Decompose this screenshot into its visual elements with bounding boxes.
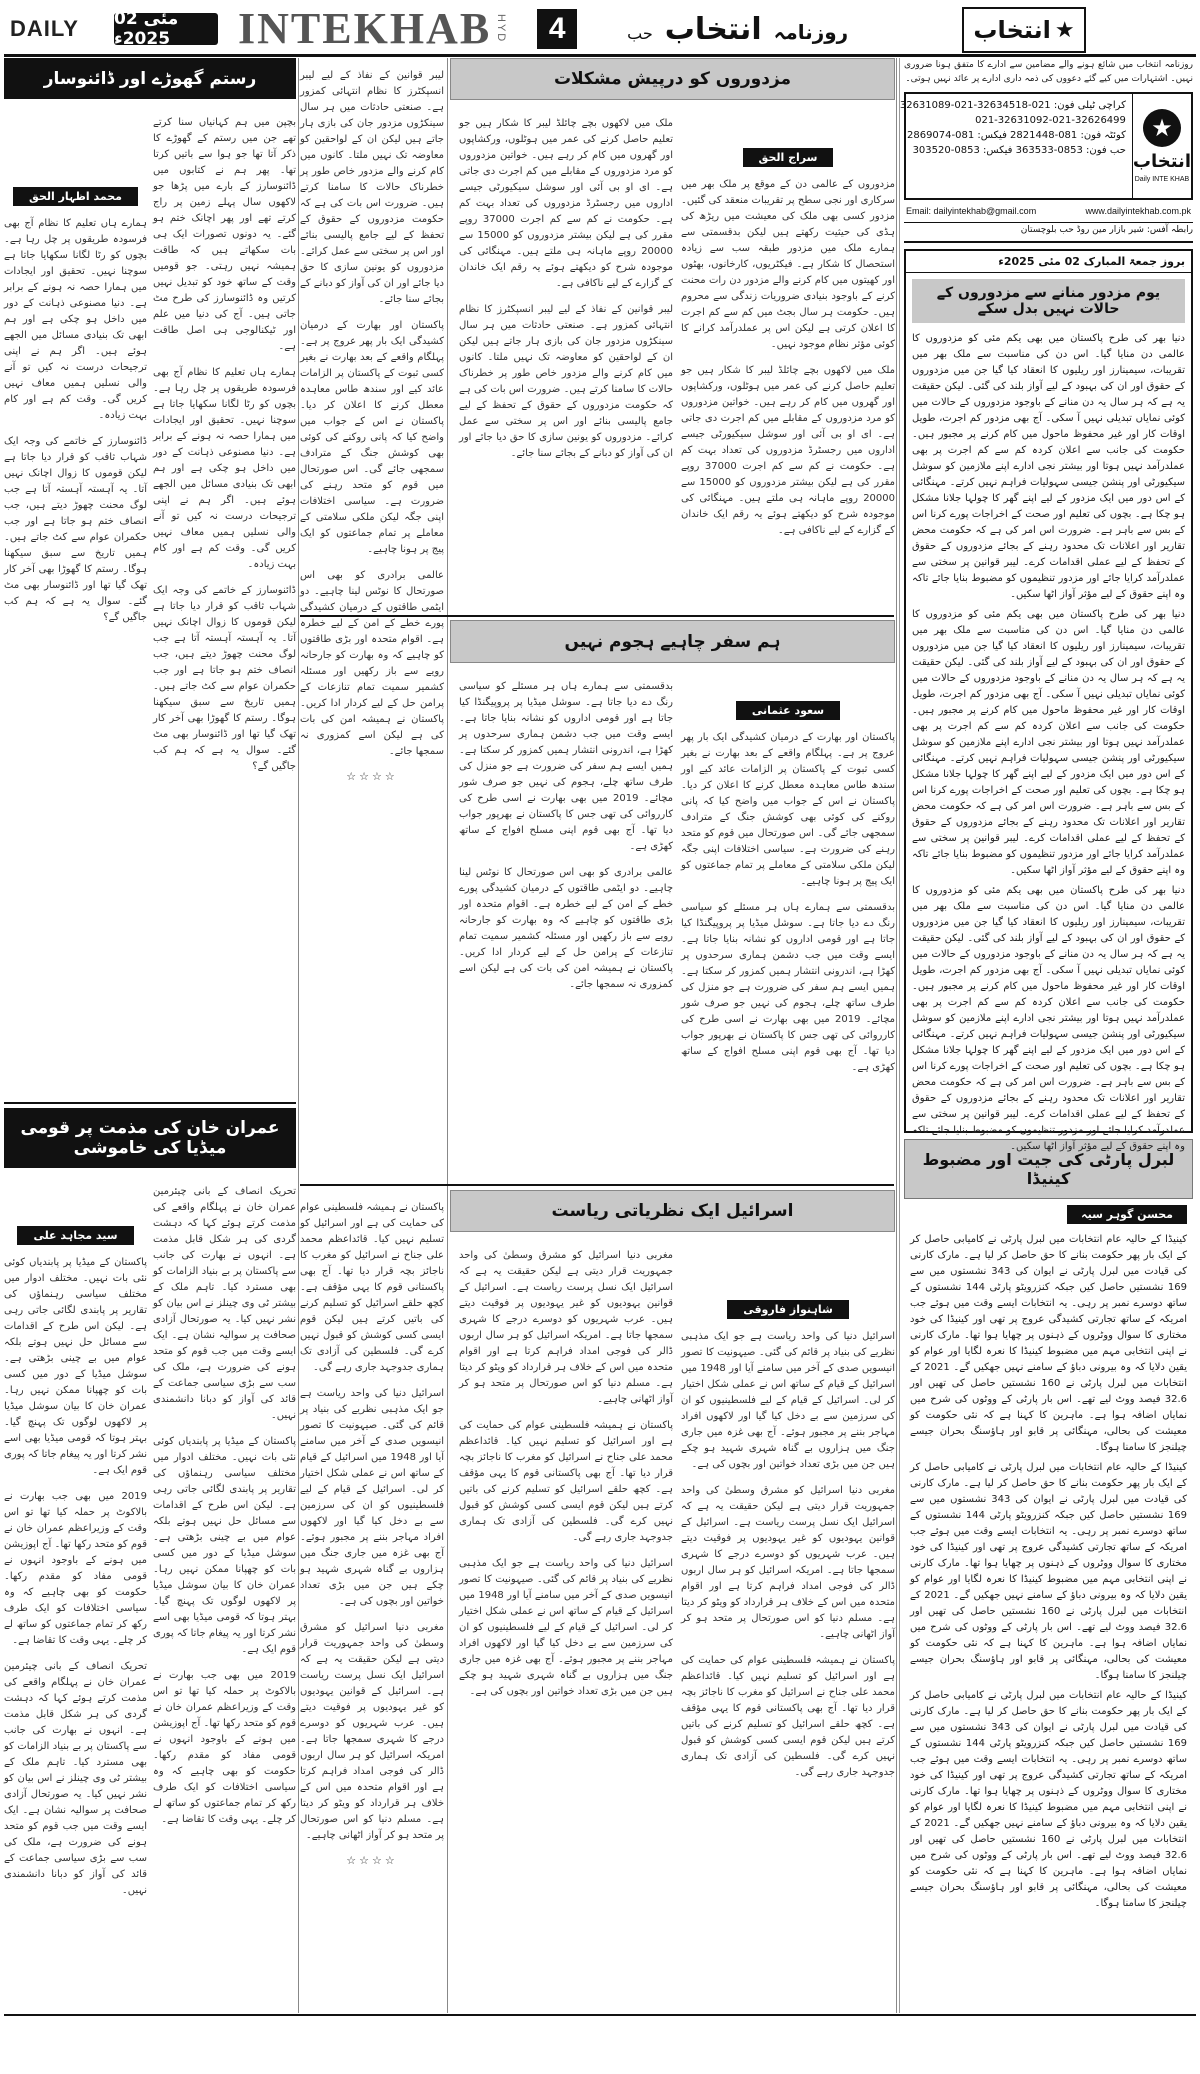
article-title: مزدوروں کو درپیش مشکلات	[450, 58, 895, 100]
article-body: کینیڈا کے حالیہ عام انتخابات میں لبرل پارٹی نے کامیابی حاصل کر کے ایک بار پھر حکومت بنانے کا حق حاصل کر لیا ہے۔ مارک کارنی کی قیادت میں لبرل پارٹی نے ایوان کی 343 نشستوں میں سے 169 نشستیں حاصل کیں جبکہ کنزرویٹو پارٹی 144 نشستوں کے ساتھ دوسرے نمبر پر رہی۔ یہ انتخابات ایسے وقت میں ہوئے جب امریکہ کے ساتھ تجارتی کشیدگی عروج پر تھی اور کینیڈا کی خود مختاری کا سوال ووٹروں کے ذہنوں پر چھایا ہوا تھا۔ مارک کارنی نے اپنی انتخابی مہم میں مضبوط کینیڈا کا نعرہ لگایا اور عوام کو یقین دلایا کہ وہ بیرونی دباؤ کے سامنے نہیں جھکیں گے۔ 2021 کے انتخابات میں لبرل پارٹی نے 160 نشستیں حاصل کی تھیں اور 32.6 فیصد ووٹ لیے تھے۔ اس بار پارٹی کے ووٹوں کی شرح میں نمایاں اضافہ ہوا ہے۔ ماہرین کا کہنا ہے کہ نئی حکومت کو معیشت کی بحالی، مہنگائی پر قابو اور ہاؤسنگ بحران جیسے چیلنجز کا سامنا ہوگا۔	[910, 1690, 1187, 1909]
article-body: لیبر قوانین کے نفاذ کے لیے لیبر انسپکٹرز کا نظام انتہائی کمزور ہے۔ صنعتی حادثات میں ہر سال سینکڑوں مزدور جان کی بازی ہار جاتے ہیں لیکن ان کے لواحقین کو معاوضہ تک نہیں ملتا۔ کانوں میں کام کرنے والے مزدور خاص طور پر خطرناک حالات کا سامنا کرتے ہیں۔ ضرورت اس بات کی ہے کہ حکومت مزدوروں کے حقوق کے تحفظ کے لیے جامع پالیسی بنائے اور اس پر سختی سے عمل کرائے۔ مزدوروں کو یونین سازی کا حق دیا جائے اور ان کی آواز کو دبانے کے بجائے سنا جائے۔	[459, 304, 673, 459]
office-address: رابطہ آفس: شیر بازار مین روڈ حب بلوچستان	[904, 225, 1193, 243]
article-body: لیبر قوانین کے نفاذ کے لیے لیبر انسپکٹرز کا نظام انتہائی کمزور ہے۔ صنعتی حادثات میں ہر سال سینکڑوں مزدور جان کی بازی ہار جاتے ہیں لیکن ان کے لواحقین کو معاوضہ تک نہیں ملتا۔ کانوں میں کام کرنے والے مزدور خاص طور پر خطرناک حالات کا سامنا کرتے ہیں۔ ضرورت اس بات کی ہے کہ حکومت مزدوروں کے حقوق کے تحفظ کے لیے جامع پالیسی بنائے اور اس پر سختی سے عمل کرائے۔ مزدوروں کو یونین سازی کا حق دیا جائے اور ان کی آواز کو دبانے کے بجائے سنا جائے۔	[300, 70, 444, 305]
article-body: پاکستان اور بھارت کے درمیان کشیدگی ایک بار پھر عروج پر ہے۔ پہلگام واقعے کے بعد بھارت نے بغیر کسی ثبوت کے پاکستان پر الزامات عائد کیے اور سندھ طاس معاہدہ معطل کرنے کا اعلان کر دیا۔ پاکستان نے اس کے جواب میں واضح کیا کہ پانی روکنے کی کوئی بھی کوشش جنگ کے مترادف سمجھی جائے گی۔ اس صورتحال میں قوم کو متحد رہنے کی ضرورت ہے۔ سیاسی اختلافات اپنی جگہ لیکن ملکی سلامتی کے معاملے پر تمام جماعتوں کو ایک پیج پر ہونا چاہیے۔	[300, 320, 444, 555]
article-author: محمد اظہار الحق	[13, 187, 138, 206]
editorial-body: دنیا بھر کی طرح پاکستان میں بھی یکم مئی کو مزدوروں کا عالمی دن منایا گیا۔ اس دن کی مناسبت سے ملک بھر میں تقریبات، سیمینارز اور ریلیوں کا انعقاد کیا گیا جن میں مزدوروں کے حقوق اور ان کی بہبود کے لیے آواز بلند کی گئی۔ لیکن حقیقت یہ ہے کہ ہر سال یہ دن منانے کے باوجود مزدوروں کے حالات میں کوئی نمایاں تبدیلی نہیں آ سکی۔ آج بھی مزدور کم اجرت، طویل اوقات کار اور غیر محفوظ ماحول میں کام کرنے پر مجبور ہیں۔ حکومت کی جانب سے اعلان کردہ کم سے کم اجرت پر بھی عملدرآمد نہیں ہوتا اور بیشتر نجی ادارے اپنے ملازمین کو سوشل سیکیورٹی اور پنشن جیسی سہولیات فراہم نہیں کرتے۔ مہنگائی کے اس دور میں ایک مزدور کے لیے اپنے گھر کا چولہا جلانا مشکل ہو چکا ہے۔ بچوں کی تعلیم اور صحت کے اخراجات پورے کرنا اس کے بس سے باہر ہے۔ ضرورت اس امر کی ہے کہ حکومت محض تقاریر اور اعلانات تک محدود رہنے کے بجائے مزدوروں کے حقوق کے تحفظ کے لیے عملی اقدامات کرے۔ لیبر قوانین پر سختی سے عملدرآمد کرایا جائے اور مزدور تنظیموں کو مضبوط بنایا جائے تاکہ وہ اپنے حقوق کے لیے مؤثر آواز اٹھا سکیں۔	[912, 333, 1185, 600]
article-body: پاکستان کے میڈیا پر پابندیاں کوئی نئی بات نہیں۔ مختلف ادوار میں مختلف سیاسی رہنماؤں کی تقاریر پر پابندی لگائی جاتی رہی ہے۔ لیکن اس طرح کے اقدامات سے مسائل حل نہیں ہوتے بلکہ عوام میں بے چینی بڑھتی ہے۔ سوشل میڈیا کے دور میں کسی بات کو چھپانا ممکن نہیں رہا۔ عمران خان کا بیان سوشل میڈیا پر لاکھوں لوگوں تک پہنچ گیا۔ بہتر ہوتا کہ قومی میڈیا بھی اسے نشر کرتا اور یہ پیغام جاتا کہ پوری قوم ایک ہے۔	[153, 1436, 296, 1655]
article-body: اسرائیل دنیا کی واحد ریاست ہے جو ایک مذہبی نظریے کی بنیاد پر قائم کی گئی۔ صیہونیت کا تصور انیسویں صدی کے آخر میں سامنے آیا اور 1948 میں اسرائیل کے قیام کے ساتھ اس نے عملی شکل اختیار کر لی۔ اسرائیل کے قیام کے لیے فلسطینیوں کو ان کی سرزمین سے بے دخل کیا گیا اور لاکھوں افراد مہاجر بننے پر مجبور ہوئے۔ آج بھی غزہ میں جاری جنگ میں ہزاروں بے گناہ شہری شہید ہو چکے ہیں جن میں بڑی تعداد خواتین اور بچوں کی ہے۔	[459, 1558, 673, 1697]
article-body: ڈائنوسارز کے خاتمے کی وجہ ایک شہاب ثاقب کو قرار دیا جاتا ہے لیکن قوموں کا زوال اچانک نہیں آتا۔ یہ آہستہ آہستہ آتا ہے جب لوگ محنت چھوڑ دیتے ہیں، جب انصاف ختم ہو جاتا ہے اور جب حکمران عوام سے کٹ جاتے ہیں۔ ہمیں تاریخ سے سبق سیکھنا ہوگا۔ رستم کا گھوڑا بھی آخر کار تھک گیا تھا اور ڈائنوسار بھی مٹ گئے۔ سوال یہ ہے کہ ہم کب جاگیں گے؟	[4, 436, 147, 623]
sidebar-notice: روزنامہ انتخاب میں شائع ہونے والے مضامین سے ادارے کا متفق ہونا ضروری نہیں۔ اشتہارات میں کیے گئے دعووں کی ذمہ داری ادارے پر عائد نہیں ہوتی۔	[904, 60, 1193, 84]
continuation-column	[300, 1190, 444, 2010]
article-body: مغربی دنیا اسرائیل کو مشرق وسطیٰ کی واحد جمہوریت قرار دیتی ہے لیکن حقیقت یہ ہے کہ اسرائیل ایک نسل پرست ریاست ہے۔ اسرائیل کے قوانین یہودیوں کو غیر یہودیوں پر فوقیت دیتے ہیں۔ عرب شہریوں کو دوسرے درجے کا شہری سمجھا جاتا ہے۔ امریکہ اسرائیل کو ہر سال اربوں ڈالر کی فوجی امداد فراہم کرتا ہے اور اقوام متحدہ میں اس کے خلاف ہر قرارداد کو ویٹو کر دیتا ہے۔ مسلم دنیا کو اس صورتحال پر متحد ہو کر آواز اٹھانی چاہیے۔	[300, 1622, 444, 1841]
article-author: شاہنواز فاروقی	[727, 1300, 849, 1319]
article-labour	[450, 58, 895, 613]
article-title: اسرائیل ایک نظریاتی ریاست	[450, 1190, 895, 1232]
masthead-daily-label: DAILY	[10, 16, 79, 41]
sidebar-logo	[1132, 94, 1191, 198]
article-liberal-party	[904, 1139, 1193, 2074]
article-body: مغربی دنیا اسرائیل کو مشرق وسطیٰ کی واحد جمہوریت قرار دیتی ہے لیکن حقیقت یہ ہے کہ اسرائیل ایک نسل پرست ریاست ہے۔ اسرائیل کے قوانین یہودیوں کو غیر یہودیوں پر فوقیت دیتے ہیں۔ عرب شہریوں کو دوسرے درجے کا شہری سمجھا جاتا ہے۔ امریکہ اسرائیل کو ہر سال اربوں ڈالر کی فوجی امداد فراہم کرتا ہے اور اقوام متحدہ میں اس کے خلاف ہر قرارداد کو ویٹو کر دیتا ہے۔ مسلم دنیا کو اس صورتحال پر متحد ہو کر آواز اٹھانی چاہیے۔	[681, 1485, 895, 1640]
article-author: محسن گوہر سیہ	[1067, 1205, 1187, 1224]
article-body: 2019 میں بھی جب بھارت نے بالاکوٹ پر حملہ کیا تھا تو اس وقت کے وزیراعظم عمران خان نے قوم کو متحد رکھا تھا۔ آج اپوزیشن میں ہونے کے باوجود انہوں نے قومی مفاد کو مقدم رکھا۔ حکومت کو بھی چاہیے کہ وہ سیاسی اختلافات کو ایک طرف رکھ کر تمام جماعتوں کو ساتھ لے کر چلے۔ یہی وقت کا تقاضا ہے۔	[4, 1491, 147, 1646]
article-body: ملک میں لاکھوں بچے چائلڈ لیبر کا شکار ہیں جو تعلیم حاصل کرنے کی عمر میں ہوٹلوں، ورکشاپوں اور گھروں میں کام کر رہے ہیں۔ خواتین مزدوروں کو مرد مزدوروں کے مقابلے میں کم اجرت دی جاتی ہے۔ ای او بی آئی اور سوشل سیکیورٹی جیسے اداروں میں رجسٹرڈ مزدوروں کی تعداد بہت کم ہے۔ حکومت نے کم سے کم اجرت 37000 روپے مقرر کی ہے لیکن بیشتر مزدوروں کو 15000 سے 20000 روپے ماہانہ ہی ملتے ہیں۔ مہنگائی کی موجودہ شرح کو دیکھتے ہوئے یہ رقم ایک خاندان کے گزارے کے لیے ناکافی ہے۔	[459, 118, 673, 289]
article-body: مغربی دنیا اسرائیل کو مشرق وسطیٰ کی واحد جمہوریت قرار دیتی ہے لیکن حقیقت یہ ہے کہ اسرائیل ایک نسل پرست ریاست ہے۔ اسرائیل کے قوانین یہودیوں کو غیر یہودیوں پر فوقیت دیتے ہیں۔ عرب شہریوں کو دوسرے درجے کا شہری سمجھا جاتا ہے۔ امریکہ اسرائیل کو ہر سال اربوں ڈالر کی فوجی امداد فراہم کرتا ہے اور اقوام متحدہ میں اس کے خلاف ہر قرارداد کو ویٹو کر دیتا ہے۔ مسلم دنیا کو اس صورتحال پر متحد ہو کر آواز اٹھانی چاہیے۔	[459, 1250, 673, 1405]
section-rule	[300, 1184, 894, 1186]
column-rule	[298, 58, 299, 2013]
star-icon: ★	[1054, 17, 1075, 43]
editorial-body: دنیا بھر کی طرح پاکستان میں بھی یکم مئی کو مزدوروں کا عالمی دن منایا گیا۔ اس دن کی مناسبت سے ملک بھر میں تقریبات، سیمینارز اور ریلیوں کا انعقاد کیا گیا جن میں مزدوروں کے حقوق اور ان کی بہبود کے لیے آواز بلند کی گئی۔ لیکن حقیقت یہ ہے کہ ہر سال یہ دن منانے کے باوجود مزدوروں کے حالات میں کوئی نمایاں تبدیلی نہیں آ سکی۔ آج بھی مزدور کم اجرت، طویل اوقات کار اور غیر محفوظ ماحول میں کام کرنے پر مجبور ہیں۔ حکومت کی جانب سے اعلان کردہ کم سے کم اجرت پر بھی عملدرآمد نہیں ہوتا اور بیشتر نجی ادارے اپنے ملازمین کو سوشل سیکیورٹی اور پنشن جیسی سہولیات فراہم نہیں کرتے۔ مہنگائی کے اس دور میں ایک مزدور کے لیے اپنے گھر کا چولہا جلانا مشکل ہو چکا ہے۔ بچوں کی تعلیم اور صحت کے اخراجات پورے کرنا اس کے بس سے باہر ہے۔ ضرورت اس امر کی ہے کہ حکومت محض تقاریر اور اعلانات تک محدود رہنے کے بجائے مزدوروں کے حقوق کے تحفظ کے لیے عملی اقدامات کرے۔ لیبر قوانین پر سختی سے عملدرآمد کرایا جائے اور مزدور تنظیموں کو مضبوط بنایا جائے تاکہ وہ اپنے حقوق کے لیے مؤثر آواز اٹھا سکیں۔	[912, 609, 1185, 876]
column-rule	[896, 58, 897, 2013]
editorial	[904, 249, 1193, 1152]
article-hamsafar	[450, 620, 895, 1180]
article-body: ملک میں لاکھوں بچے چائلڈ لیبر کا شکار ہیں جو تعلیم حاصل کرنے کی عمر میں ہوٹلوں، ورکشاپوں اور گھروں میں کام کر رہے ہیں۔ خواتین مزدوروں کو مرد مزدوروں کے مقابلے میں کم اجرت دی جاتی ہے۔ ای او بی آئی اور سوشل سیکیورٹی جیسے اداروں میں رجسٹرڈ مزدوروں کی تعداد بہت کم ہے۔ حکومت نے کم سے کم اجرت 37000 روپے مقرر کی ہے لیکن بیشتر مزدوروں کو 15000 سے 20000 روپے ماہانہ ہی ملتے ہیں۔ مہنگائی کی موجودہ شرح کو دیکھتے ہوئے یہ رقم ایک خاندان کے گزارے کے لیے ناکافی ہے۔	[681, 365, 895, 536]
masthead-roznama: روزنامہ	[773, 19, 849, 44]
sidebar-logo-daily: Daily INTE KHAB	[1134, 176, 1190, 183]
article-body: کینیڈا کے حالیہ عام انتخابات میں لبرل پارٹی نے کامیابی حاصل کر کے ایک بار پھر حکومت بنانے کا حق حاصل کر لیا ہے۔ مارک کارنی کی قیادت میں لبرل پارٹی نے ایوان کی 343 نشستوں میں سے 169 نشستیں حاصل کیں جبکہ کنزرویٹو پارٹی 144 نشستوں کے ساتھ دوسرے نمبر پر رہی۔ یہ انتخابات ایسے وقت میں ہوئے جب امریکہ کے ساتھ تجارتی کشیدگی عروج پر تھی اور کینیڈا کی خود مختاری کا سوال ووٹروں کے ذہنوں پر چھایا ہوا تھا۔ مارک کارنی نے اپنی انتخابی مہم میں مضبوط کینیڈا کا نعرہ لگایا اور عوام کو یقین دلایا کہ وہ بیرونی دباؤ کے سامنے نہیں جھکیں گے۔ 2021 کے انتخابات میں لبرل پارٹی نے 160 نشستیں حاصل کی تھیں اور 32.6 فیصد ووٹ لیے تھے۔ اس بار پارٹی کے ووٹوں کی شرح میں نمایاں اضافہ ہوا ہے۔ ماہرین کا کہنا ہے کہ نئی حکومت کو معیشت کی بحالی، مہنگائی پر قابو اور ہاؤسنگ بحران جیسے چیلنجز کا سامنا ہوگا۔	[910, 1234, 1187, 1453]
stars-divider: ☆☆☆☆	[346, 770, 398, 783]
masthead-urdu-city: حب	[627, 23, 653, 43]
article-body: عالمی برادری کو بھی اس صورتحال کا نوٹس لینا چاہیے۔ دو ایٹمی طاقتوں کے درمیان کشیدگی پورے خطے کے امن کے لیے خطرہ ہے۔ اقوام متحدہ اور بڑی طاقتوں کو چاہیے کہ وہ بھارت کو جارحانہ رویے سے باز رکھیں اور مسئلہ کشمیر سمیت تمام تنازعات کے پرامن حل کے لیے کردار ادا کریں۔ پاکستان نے ہمیشہ امن کی بات کی ہے لیکن اسے کمزوری نہ سمجھا جائے۔	[300, 570, 444, 757]
continuation-column	[300, 58, 444, 1182]
article-imran-khan	[4, 1108, 296, 2010]
page-bottom-rule	[4, 2014, 1196, 2016]
column-rule	[447, 58, 448, 2013]
masthead	[4, 4, 1196, 57]
article-body: مزدوروں کے عالمی دن کے موقع پر ملک بھر میں سرکاری اور نجی سطح پر تقریبات منعقد کی گئیں۔ مزدور کسی بھی ملک کی معیشت میں ریڑھ کی ہڈی کی حیثیت رکھتے ہیں لیکن بدقسمتی سے ہمارے ملک میں مزدور طبقہ سب سے زیادہ استحصال کا شکار ہے۔ فیکٹریوں، کارخانوں، بھٹوں اور کھیتوں میں کام کرنے والے مزدور دن رات محنت کرنے کے باوجود بنیادی ضروریات زندگی سے محروم ہیں۔ حکومت ہر سال بجٹ میں کم سے کم اجرت کا اعلان کرتی ہے لیکن اس پر عملدرآمد کرانے کا کوئی مؤثر نظام موجود نہیں۔	[681, 179, 895, 350]
contact-list	[894, 94, 1132, 198]
stars-divider: ☆☆☆☆	[346, 1854, 398, 1867]
article-author: سید مجاہد علی	[17, 1226, 133, 1245]
contact-line: 021-32631092-021-32626499	[975, 115, 1126, 126]
article-body: پاکستان کے میڈیا پر پابندیاں کوئی نئی بات نہیں۔ مختلف ادوار میں مختلف سیاسی رہنماؤں کی تقاریر پر پابندی لگائی جاتی رہی ہے۔ لیکن اس طرح کے اقدامات سے مسائل حل نہیں ہوتے بلکہ عوام میں بے چینی بڑھتی ہے۔ سوشل میڈیا کے دور میں کسی بات کو چھپانا ممکن نہیں رہا۔ عمران خان کا بیان سوشل میڈیا پر لاکھوں لوگوں تک پہنچ گیا۔ بہتر ہوتا کہ قومی میڈیا بھی اسے نشر کرتا اور یہ پیغام جاتا کہ پوری قوم ایک ہے۔	[4, 1257, 147, 1476]
contact-line: کراچی ٹیلی فون: 021-32634518-021-32631089	[899, 100, 1126, 111]
editorial-title: یوم مزدور منانے سے مزدوروں کے حالات نہیں بدل سکے	[912, 279, 1185, 323]
masthead-brand: INTEKHAB	[238, 4, 492, 53]
article-body: اسرائیل دنیا کی واحد ریاست ہے جو ایک مذہبی نظریے کی بنیاد پر قائم کی گئی۔ صیہونیت کا تصور انیسویں صدی کے آخر میں سامنے آیا اور 1948 میں اسرائیل کے قیام کے ساتھ اس نے عملی شکل اختیار کر لی۔ اسرائیل کے قیام کے لیے فلسطینیوں کو ان کی سرزمین سے بے دخل کیا گیا اور لاکھوں افراد مہاجر بننے پر مجبور ہوئے۔ آج بھی غزہ میں جاری جنگ میں ہزاروں بے گناہ شہری شہید ہو چکے ہیں جن میں بڑی تعداد خواتین اور بچوں کی ہے۔	[681, 1331, 895, 1470]
article-body: پاکستان نے ہمیشہ فلسطینی عوام کی حمایت کی ہے اور اسرائیل کو تسلیم نہیں کیا۔ قائداعظم محمد علی جناح نے اسرائیل کو مغرب کا ناجائز بچہ قرار دیا تھا۔ آج بھی پاکستانی قوم کا یہی مؤقف ہے۔ کچھ حلقے اسرائیل کو تسلیم کرنے کی باتیں کرتے ہیں لیکن قوم ایسی کسی کوشش کو قبول نہیں کرے گی۔ فلسطین کی آزادی تک ہماری جدوجہد جاری رہے گی۔	[459, 1420, 673, 1543]
article-body: تحریک انصاف کے بانی چیئرمین عمران خان نے پہلگام واقعے کی مذمت کرتے ہوئے کہا کہ دہشت گردی کی ہر شکل قابل مذمت ہے۔ انہوں نے بھارت کی جانب سے پاکستان پر بے بنیاد الزامات کو بھی مسترد کیا۔ تاہم ملک کے بیشتر ٹی وی چینلز نے اس بیان کو نشر نہیں کیا۔ یہ صورتحال آزادی صحافت پر سوالیہ نشان ہے۔ ایک ایسے وقت میں جب قوم کو متحد ہونے کی ضرورت ہے، ملک کی سب سے بڑی سیاسی جماعت کے قائد کی آواز کو دبانا دانشمندی نہیں۔	[4, 1661, 147, 1896]
contact-line: کوئٹہ فون: 081-2821448 فیکس: 081-2869074	[906, 130, 1126, 141]
article-body: بچپن میں ہم کہانیاں سنا کرتے تھے جن میں رستم کے گھوڑے کا ذکر آتا تھا جو ہوا سے باتیں کرتا تھا۔ پھر ہم نے کتابوں میں ڈائنوسارز کے بارے میں پڑھا جو لاکھوں سال پہلے زمین پر راج کرتے تھے اور پھر اچانک ختم ہو گئے۔ یہ دونوں تصورات ایک ہی بات سکھاتے ہیں کہ طاقت ہمیشہ نہیں رہتی۔ جو قومیں وقت کے ساتھ خود کو تبدیل نہیں کرتیں وہ ڈائنوسارز کی طرح مٹ جاتی ہیں۔ آج کی دنیا میں علم اور ٹیکنالوجی ہی اصل طاقت ہے۔	[153, 117, 296, 352]
masthead-logo	[962, 7, 1086, 53]
masthead-date: 02 مئی 2025ء	[114, 13, 218, 45]
article-rustam	[4, 58, 296, 1098]
article-author: سراج الحق	[743, 148, 834, 167]
contact-box	[899, 92, 1193, 200]
article-body: کینیڈا کے حالیہ عام انتخابات میں لبرل پارٹی نے کامیابی حاصل کر کے ایک بار پھر حکومت بنانے کا حق حاصل کر لیا ہے۔ مارک کارنی کی قیادت میں لبرل پارٹی نے ایوان کی 343 نشستوں میں سے 169 نشستیں حاصل کیں جبکہ کنزرویٹو پارٹی 144 نشستوں کے ساتھ دوسرے نمبر پر رہی۔ یہ انتخابات ایسے وقت میں ہوئے جب امریکہ کے ساتھ تجارتی کشیدگی عروج پر تھی اور کینیڈا کی خود مختاری کا سوال ووٹروں کے ذہنوں پر چھایا ہوا تھا۔ مارک کارنی نے اپنی انتخابی مہم میں مضبوط کینیڈا کا نعرہ لگایا اور عوام کو یقین دلایا کہ وہ بیرونی دباؤ کے سامنے نہیں جھکیں گے۔ 2021 کے انتخابات میں لبرل پارٹی نے 160 نشستیں حاصل کی تھیں اور 32.6 فیصد ووٹ لیے تھے۔ اس بار پارٹی کے ووٹوں کی شرح میں نمایاں اضافہ ہوا ہے۔ ماہرین کا کہنا ہے کہ نئی حکومت کو معیشت کی بحالی، مہنگائی پر قابو اور ہاؤسنگ بحران جیسے چیلنجز کا سامنا ہوگا۔	[910, 1462, 1187, 1681]
article-body: پاکستان نے ہمیشہ فلسطینی عوام کی حمایت کی ہے اور اسرائیل کو تسلیم نہیں کیا۔ قائداعظم محمد علی جناح نے اسرائیل کو مغرب کا ناجائز بچہ قرار دیا تھا۔ آج بھی پاکستانی قوم کا یہی مؤقف ہے۔ کچھ حلقے اسرائیل کو تسلیم کرنے کی باتیں کرتے ہیں لیکن قوم ایسی کسی کوشش کو قبول نہیں کرے گی۔ فلسطین کی آزادی تک ہماری جدوجہد جاری رہے گی۔	[681, 1655, 895, 1778]
masthead-logo-text: انتخاب	[973, 16, 1051, 44]
article-title: لبرل پارٹی کی جیت اور مضبوط کینیڈا	[904, 1139, 1193, 1199]
article-body: ہمارے ہاں تعلیم کا نظام آج بھی فرسودہ طریقوں پر چل رہا ہے۔ بچوں کو رٹا لگانا سکھایا جاتا ہے سوچنا نہیں۔ تحقیق اور ایجادات میں ہمارا حصہ نہ ہونے کے برابر ہے۔ دنیا مصنوعی ذہانت کے دور میں داخل ہو چکی ہے اور ہم ابھی تک بنیادی مسائل میں الجھے ہوئے ہیں۔ اگر ہم نے اپنی ترجیحات درست نہ کیں تو آنے والی نسلیں ہمیں معاف نہیں کریں گی۔ وقت کم ہے اور کام بہت زیادہ۔	[153, 367, 296, 570]
article-body: بدقسمتی سے ہمارے ہاں ہر مسئلے کو سیاسی رنگ دے دیا جاتا ہے۔ سوشل میڈیا پر پروپیگنڈا کیا جاتا ہے اور قومی اداروں کو نشانہ بنایا جاتا ہے۔ ایسے وقت میں جب دشمن ہماری سرحدوں پر کھڑا ہے، اندرونی انتشار ہمیں کمزور کر سکتا ہے۔ ہمیں ایسے ہم سفر کی ضرورت ہے جو منزل کی طرف ساتھ چلے، ہجوم کی نہیں جو صرف شور مچائے۔ 2019 میں بھی بھارت نے اسی طرح کی کارروائی کی تھی جس کا پاکستان نے بھرپور جواب دیا تھا۔ آج بھی قوم اپنی مسلح افواج کے ساتھ کھڑی ہے۔	[681, 902, 895, 1073]
masthead-urdu-name: انتخاب	[664, 11, 762, 47]
article-body: ڈائنوسارز کے خاتمے کی وجہ ایک شہاب ثاقب کو قرار دیا جاتا ہے لیکن قوموں کا زوال اچانک نہیں آتا۔ یہ آہستہ آہستہ آتا ہے جب لوگ محنت چھوڑ دیتے ہیں، جب انصاف ختم ہو جاتا ہے اور جب حکمران عوام سے کٹ جاتے ہیں۔ ہمیں تاریخ سے سبق سیکھنا ہوگا۔ رستم کا گھوڑا بھی آخر کار تھک گیا تھا اور ڈائنوسار بھی مٹ گئے۔ سوال یہ ہے کہ ہم کب جاگیں گے؟	[153, 585, 296, 772]
page-number: 4	[537, 9, 577, 49]
article-title: عمران خان کی مذمت پر قومی میڈیا کی خاموشی	[4, 1108, 296, 1168]
article-body: عالمی برادری کو بھی اس صورتحال کا نوٹس لینا چاہیے۔ دو ایٹمی طاقتوں کے درمیان کشیدگی پورے خطے کے امن کے لیے خطرہ ہے۔ اقوام متحدہ اور بڑی طاقتوں کو چاہیے کہ وہ بھارت کو جارحانہ رویے سے باز رکھیں اور مسئلہ کشمیر سمیت تمام تنازعات کے پرامن حل کے لیے کردار ادا کریں۔ پاکستان نے ہمیشہ امن کی بات کی ہے لیکن اسے کمزوری نہ سمجھا جائے۔	[459, 867, 673, 990]
section-rule	[4, 1102, 296, 1104]
website-link[interactable]: www.dailyintekhab.com.pk	[1085, 206, 1191, 216]
article-israel	[450, 1190, 895, 2010]
article-author: سعود عثمانی	[736, 701, 840, 720]
article-title: رستم گھوڑے اور ڈائنوسار	[4, 58, 296, 99]
article-body: ہمارے ہاں تعلیم کا نظام آج بھی فرسودہ طریقوں پر چل رہا ہے۔ بچوں کو رٹا لگانا سکھایا جاتا ہے سوچنا نہیں۔ تحقیق اور ایجادات میں ہمارا حصہ نہ ہونے کے برابر ہے۔ دنیا مصنوعی ذہانت کے دور میں داخل ہو چکی ہے اور ہم ابھی تک بنیادی مسائل میں الجھے ہوئے ہیں۔ اگر ہم نے اپنی ترجیحات درست نہ کیں تو آنے والی نسلیں ہمیں معاف نہیں کریں گی۔ وقت کم ہے اور کام بہت زیادہ۔	[4, 218, 147, 421]
article-body: پاکستان نے ہمیشہ فلسطینی عوام کی حمایت کی ہے اور اسرائیل کو تسلیم نہیں کیا۔ قائداعظم محمد علی جناح نے اسرائیل کو مغرب کا ناجائز بچہ قرار دیا تھا۔ آج بھی پاکستانی قوم کا یہی مؤقف ہے۔ کچھ حلقے اسرائیل کو تسلیم کرنے کی باتیں کرتے ہیں لیکن قوم ایسی کسی کوشش کو قبول نہیں کرے گی۔ فلسطین کی آزادی تک ہماری جدوجہد جاری رہے گی۔	[300, 1202, 444, 1373]
editorial-body: دنیا بھر کی طرح پاکستان میں بھی یکم مئی کو مزدوروں کا عالمی دن منایا گیا۔ اس دن کی مناسبت سے ملک بھر میں تقریبات، سیمینارز اور ریلیوں کا انعقاد کیا گیا جن میں مزدوروں کے حقوق اور ان کی بہبود کے لیے آواز بلند کی گئی۔ لیکن حقیقت یہ ہے کہ ہر سال یہ دن منانے کے باوجود مزدوروں کے حالات میں کوئی نمایاں تبدیلی نہیں آ سکی۔ آج بھی مزدور کم اجرت، طویل اوقات کار اور غیر محفوظ ماحول میں کام کرنے پر مجبور ہیں۔ حکومت کی جانب سے اعلان کردہ کم سے کم اجرت پر بھی عملدرآمد نہیں ہوتا اور بیشتر نجی ادارے اپنے ملازمین کو سوشل سیکیورٹی اور پنشن جیسی سہولیات فراہم نہیں کرتے۔ مہنگائی کے اس دور میں ایک مزدور کے لیے اپنے گھر کا چولہا جلانا مشکل ہو چکا ہے۔ بچوں کی تعلیم اور صحت کے اخراجات پورے کرنا اس کے بس سے باہر ہے۔ ضرورت اس امر کی ہے کہ حکومت محض تقاریر اور اعلانات تک محدود رہنے کے بجائے مزدوروں کے حقوق کے تحفظ کے لیے عملی اقدامات کرے۔ لیبر قوانین پر سختی سے عملدرآمد کرایا جائے اور مزدور تنظیموں کو مضبوط بنایا جائے تاکہ وہ اپنے حقوق کے لیے مؤثر آواز اٹھا سکیں۔	[912, 885, 1185, 1152]
article-body: بدقسمتی سے ہمارے ہاں ہر مسئلے کو سیاسی رنگ دے دیا جاتا ہے۔ سوشل میڈیا پر پروپیگنڈا کیا جاتا ہے اور قومی اداروں کو نشانہ بنایا جاتا ہے۔ ایسے وقت میں جب دشمن ہماری سرحدوں پر کھڑا ہے، اندرونی انتشار ہمیں کمزور کر سکتا ہے۔ ہمیں ایسے ہم سفر کی ضرورت ہے جو منزل کی طرف ساتھ چلے، ہجوم کی نہیں جو صرف شور مچائے۔ 2019 میں بھی بھارت نے اسی طرح کی کارروائی کی تھی جس کا پاکستان نے بھرپور جواب دیا تھا۔ آج بھی قوم اپنی مسلح افواج کے ساتھ کھڑی ہے۔	[459, 681, 673, 852]
sidebar-logo-name: انتخاب	[1132, 151, 1191, 172]
article-body: تحریک انصاف کے بانی چیئرمین عمران خان نے پہلگام واقعے کی مذمت کرتے ہوئے کہا کہ دہشت گردی کی ہر شکل قابل مذمت ہے۔ انہوں نے بھارت کی جانب سے پاکستان پر بے بنیاد الزامات کو بھی مسترد کیا۔ تاہم ملک کے بیشتر ٹی وی چینلز نے اس بیان کو نشر نہیں کیا۔ یہ صورتحال آزادی صحافت پر سوالیہ نشان ہے۔ ایک ایسے وقت میں جب قوم کو متحد ہونے کی ضرورت ہے، ملک کی سب سے بڑی سیاسی جماعت کے قائد کی آواز کو دبانا دانشمندی نہیں۔	[153, 1186, 296, 1421]
star-icon: ★	[1143, 109, 1181, 147]
email-website-row	[904, 204, 1193, 223]
section-rule	[300, 615, 894, 617]
contact-line: حب فون: 0853-363533 فیکس: 0853-303520	[912, 145, 1126, 156]
email-link[interactable]: Email: dailyintekhab@gmail.com	[906, 206, 1037, 216]
article-body: اسرائیل دنیا کی واحد ریاست ہے جو ایک مذہبی نظریے کی بنیاد پر قائم کی گئی۔ صیہونیت کا تصور انیسویں صدی کے آخر میں سامنے آیا اور 1948 میں اسرائیل کے قیام کے ساتھ اس نے عملی شکل اختیار کر لی۔ اسرائیل کے قیام کے لیے فلسطینیوں کو ان کی سرزمین سے بے دخل کیا گیا اور لاکھوں افراد مہاجر بننے پر مجبور ہوئے۔ آج بھی غزہ میں جاری جنگ میں ہزاروں بے گناہ شہری شہید ہو چکے ہیں جن میں بڑی تعداد خواتین اور بچوں کی ہے۔	[300, 1388, 445, 1607]
editorial-date: بروز جمعۃ المبارک 02 مئی 2025ء	[906, 251, 1191, 273]
article-body: 2019 میں بھی جب بھارت نے بالاکوٹ پر حملہ کیا تھا تو اس وقت کے وزیراعظم عمران خان نے قوم کو متحد رکھا تھا۔ آج اپوزیشن میں ہونے کے باوجود انہوں نے قومی مفاد کو مقدم رکھا۔ حکومت کو بھی چاہیے کہ وہ سیاسی اختلافات کو ایک طرف رکھ کر تمام جماعتوں کو ساتھ لے کر چلے۔ یہی وقت کا تقاضا ہے۔	[153, 1670, 296, 1825]
masthead-urdu-title	[627, 12, 848, 47]
sidebar	[899, 58, 1197, 2013]
masthead-brand-suffix: HYD	[495, 14, 508, 44]
article-title: ہم سفر چاہیے ہجوم نہیں	[450, 620, 895, 663]
article-body: پاکستان اور بھارت کے درمیان کشیدگی ایک بار پھر عروج پر ہے۔ پہلگام واقعے کے بعد بھارت نے بغیر کسی ثبوت کے پاکستان پر الزامات عائد کیے اور سندھ طاس معاہدہ معطل کرنے کا اعلان کر دیا۔ پاکستان نے اس کے جواب میں واضح کیا کہ پانی روکنے کی کوئی بھی کوشش جنگ کے مترادف سمجھی جائے گی۔ اس صورتحال میں قوم کو متحد رہنے کی ضرورت ہے۔ سیاسی اختلافات اپنی جگہ لیکن ملکی سلامتی کے معاملے پر تمام جماعتوں کو ایک پیج پر ہونا چاہیے۔	[681, 732, 895, 887]
